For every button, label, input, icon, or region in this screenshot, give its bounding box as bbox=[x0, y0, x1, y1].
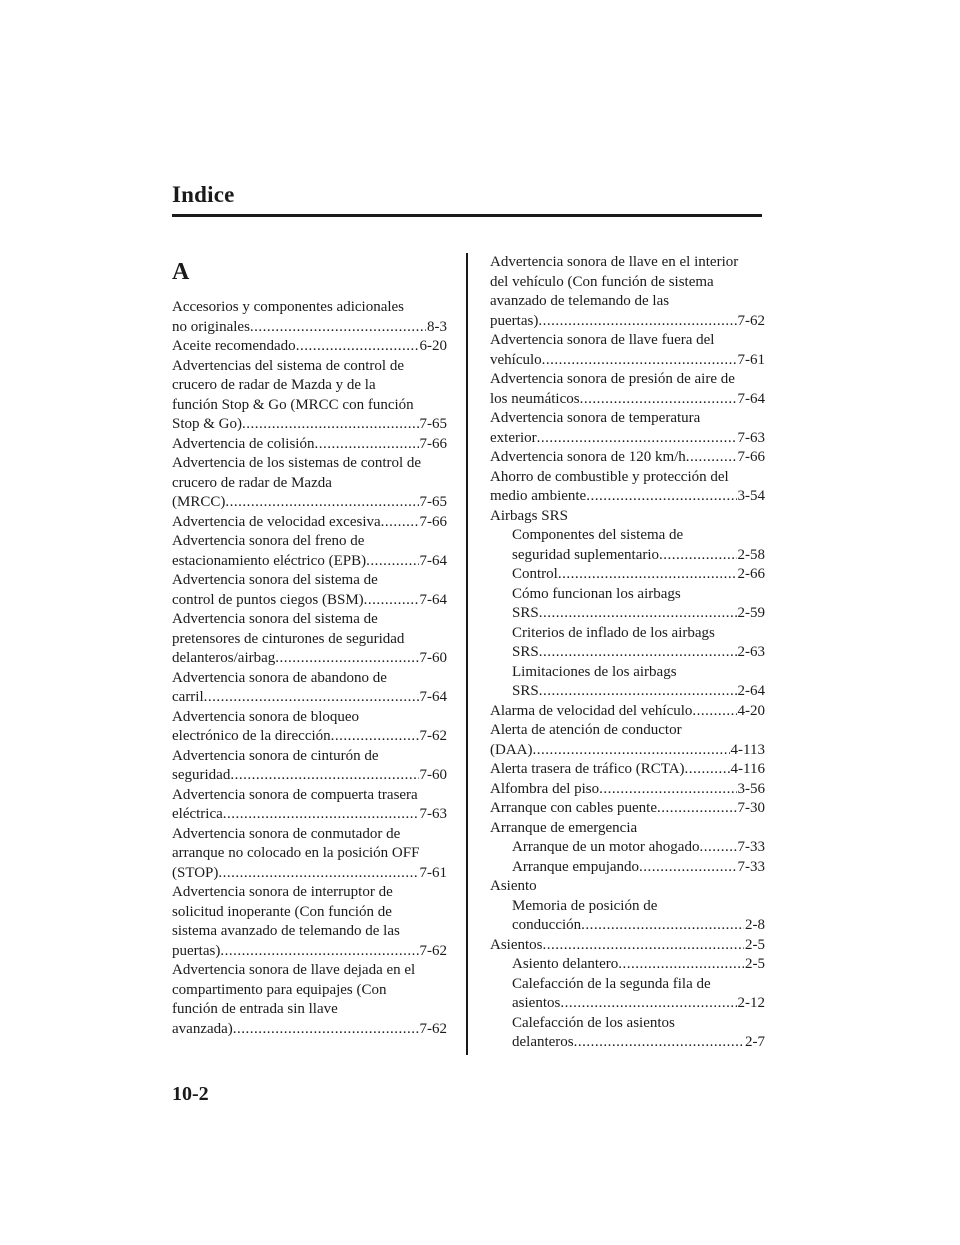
entry-page-ref: 7-63 bbox=[737, 429, 765, 446]
entry-term: medio ambiente bbox=[490, 488, 587, 504]
entry-term: Alfombra del piso bbox=[490, 780, 600, 797]
index-subentry bbox=[490, 858, 765, 878]
entry-leader-line bbox=[172, 649, 447, 669]
entry-leader-line bbox=[490, 741, 765, 761]
leader-dots bbox=[366, 552, 418, 572]
entry-term: SRS bbox=[512, 605, 539, 621]
entry-leader-line bbox=[490, 429, 765, 449]
index-entry bbox=[490, 409, 765, 448]
entry-page-ref: 7-60 bbox=[419, 767, 447, 783]
entry-term: (DAA) bbox=[490, 741, 533, 758]
entry-text-line: Limitaciones de los airbags bbox=[512, 663, 677, 680]
entry-text-line: Advertencia sonora del sistema de bbox=[172, 572, 378, 588]
leader-dots bbox=[314, 435, 418, 455]
entry-text-line: Advertencias del sistema de control de bbox=[172, 357, 405, 374]
entry-leader-line bbox=[512, 1033, 765, 1053]
entry-term: (MRCC) bbox=[172, 494, 226, 510]
title-rule bbox=[172, 214, 762, 217]
entry-leader-line bbox=[172, 513, 447, 533]
leader-dots bbox=[699, 838, 736, 858]
entry-leader-line bbox=[490, 448, 765, 468]
entry-term: Arranque empujando bbox=[512, 858, 640, 875]
index-entry bbox=[172, 747, 447, 786]
entry-leader-line bbox=[172, 337, 447, 357]
entry-leader-line bbox=[512, 955, 765, 975]
entry-leader-line bbox=[490, 351, 765, 371]
entry-page-ref: 2-7 bbox=[745, 1034, 765, 1050]
index-entry bbox=[490, 253, 765, 331]
entry-term: seguridad bbox=[172, 767, 231, 783]
entry-leader-line bbox=[490, 390, 765, 410]
index-entry bbox=[172, 669, 447, 708]
entry-term: Alerta trasera de tráfico (RCTA) bbox=[490, 761, 685, 777]
entry-page-ref: 2-5 bbox=[745, 936, 765, 953]
index-entry bbox=[172, 825, 447, 884]
page-title: Indice bbox=[172, 182, 235, 207]
index-subentry bbox=[490, 565, 765, 585]
entry-text-line: crucero de radar de Mazda bbox=[172, 474, 332, 491]
entry-page-ref: 7-61 bbox=[737, 351, 765, 368]
entry-text-line: Advertencia sonora de conmutador de bbox=[172, 825, 401, 842]
entry-page-ref: 7-62 bbox=[419, 728, 447, 744]
index-entries-right bbox=[490, 253, 765, 1053]
entry-leader-line bbox=[172, 435, 447, 455]
entry-text-line: Advertencia sonora de cinturón de bbox=[172, 747, 379, 764]
entry-page-ref: 7-30 bbox=[737, 800, 765, 816]
leader-dots bbox=[218, 864, 418, 884]
index-entry bbox=[172, 435, 447, 455]
entry-term: control de puntos ciegos (BSM) bbox=[172, 591, 364, 608]
entry-leader-line bbox=[512, 682, 765, 702]
entry-page-ref: 7-61 bbox=[419, 864, 447, 881]
entry-leader-line bbox=[512, 565, 765, 585]
entry-leader-line bbox=[512, 916, 765, 936]
index-entry bbox=[172, 571, 447, 610]
index-entry bbox=[172, 454, 447, 513]
entry-leader-line bbox=[172, 805, 447, 825]
entry-text-line: Advertencia sonora de abandono de bbox=[172, 669, 387, 686]
entry-page-ref: 2-63 bbox=[737, 644, 765, 660]
entry-leader-line bbox=[172, 942, 447, 962]
entry-leader-line bbox=[512, 858, 765, 878]
entry-term: avanzada) bbox=[172, 1020, 233, 1037]
entry-page-ref: 4-113 bbox=[730, 741, 765, 758]
leader-dots bbox=[537, 429, 737, 449]
entry-page-ref: 7-66 bbox=[737, 449, 765, 465]
index-column-left bbox=[172, 252, 447, 1039]
entry-term: estacionamiento eléctrico (EPB) bbox=[172, 552, 367, 569]
leader-dots bbox=[230, 766, 418, 786]
leader-dots bbox=[586, 487, 736, 507]
index-entry bbox=[172, 786, 447, 825]
entry-text-line: Accesorios y componentes adicionales bbox=[172, 299, 405, 315]
entry-page-ref: 3-56 bbox=[737, 780, 765, 797]
leader-dots bbox=[618, 955, 744, 975]
index-entry bbox=[490, 936, 765, 956]
index-entry bbox=[490, 468, 765, 507]
entry-leader-line bbox=[172, 318, 447, 338]
entry-text-line: solicitud inoperante (Con función de bbox=[172, 903, 392, 920]
entry-leader-line bbox=[172, 591, 447, 611]
entry-text-line: Componentes del sistema de bbox=[512, 527, 684, 543]
leader-dots bbox=[657, 799, 736, 819]
entry-text-line: Advertencia sonora de llave dejada en el bbox=[172, 962, 416, 978]
leader-dots bbox=[685, 760, 730, 780]
entry-term: delanteros/airbag bbox=[172, 650, 276, 666]
entry-leader-line bbox=[512, 546, 765, 566]
leader-dots bbox=[331, 727, 419, 747]
entry-leader-line bbox=[172, 727, 447, 747]
entry-page-ref: 7-66 bbox=[419, 435, 447, 452]
entry-term: Aceite recomendado bbox=[172, 338, 296, 354]
entry-text-line: Arranque de emergencia bbox=[490, 819, 638, 836]
index-entry bbox=[490, 331, 765, 370]
entry-term: Advertencia sonora de 120 km/h bbox=[490, 449, 686, 465]
entry-text-line: Advertencia sonora del sistema de bbox=[172, 611, 378, 627]
entry-term: puertas) bbox=[490, 312, 539, 329]
entry-term: (STOP) bbox=[172, 864, 219, 881]
leader-dots bbox=[220, 942, 418, 962]
index-subentry bbox=[490, 838, 765, 858]
index-entries-left bbox=[172, 298, 447, 1039]
entry-text-line: arranque no colocado en la posición OFF bbox=[172, 845, 420, 861]
entry-leader-line bbox=[172, 415, 447, 435]
leader-dots bbox=[581, 916, 744, 936]
index-entry bbox=[490, 507, 765, 527]
entry-text-line: Cómo funcionan los airbags bbox=[512, 585, 681, 602]
entry-leader-line bbox=[512, 838, 765, 858]
entry-text-line: Advertencia sonora de bloqueo bbox=[172, 708, 360, 725]
index-entry bbox=[490, 448, 765, 468]
leader-dots bbox=[533, 741, 730, 761]
leader-dots bbox=[539, 643, 737, 663]
leader-dots bbox=[250, 318, 426, 338]
column-divider bbox=[466, 253, 468, 1055]
index-entry bbox=[490, 877, 765, 897]
entry-term: vehículo bbox=[490, 351, 542, 368]
entry-page-ref: 8-3 bbox=[427, 318, 447, 335]
leader-dots bbox=[539, 604, 737, 624]
leader-dots bbox=[364, 591, 419, 611]
entry-page-ref: 7-65 bbox=[419, 494, 447, 510]
entry-text-line: Advertencia sonora de interruptor de bbox=[172, 884, 393, 900]
leader-dots bbox=[539, 682, 737, 702]
index-entry bbox=[172, 357, 447, 435]
entry-leader-line bbox=[512, 604, 765, 624]
entry-text-line: función de entrada sin llave bbox=[172, 1001, 338, 1017]
leader-dots bbox=[692, 702, 736, 722]
entry-text-line: Airbags SRS bbox=[490, 507, 568, 524]
entry-leader-line bbox=[512, 643, 765, 663]
entry-term: Control bbox=[512, 566, 558, 582]
section-letter: A bbox=[172, 259, 190, 285]
entry-term: exterior bbox=[490, 429, 537, 446]
leader-dots bbox=[543, 936, 745, 956]
entry-text-line: Advertencia sonora de llave en el interior bbox=[490, 254, 739, 270]
entry-page-ref: 7-63 bbox=[419, 806, 447, 822]
leader-dots bbox=[580, 390, 737, 410]
entry-term: SRS bbox=[512, 644, 539, 660]
index-entry bbox=[490, 721, 765, 760]
entry-page-ref: 7-62 bbox=[419, 942, 447, 959]
entry-page-ref: 7-33 bbox=[737, 858, 765, 875]
entry-term: SRS bbox=[512, 683, 539, 699]
entry-page-ref: 4-20 bbox=[737, 702, 765, 719]
entry-page-ref: 2-59 bbox=[737, 605, 765, 621]
entry-term: carril bbox=[172, 689, 204, 705]
entry-text-line: Advertencia de los sistemas de control de bbox=[172, 455, 422, 471]
entry-page-ref: 4-116 bbox=[730, 761, 765, 777]
entry-text-line: sistema avanzado de telemando de las bbox=[172, 923, 400, 939]
entry-term: eléctrica bbox=[172, 806, 223, 822]
leader-dots bbox=[558, 565, 737, 585]
entry-text-line: Advertencia sonora del freno de bbox=[172, 533, 365, 549]
leader-dots bbox=[225, 493, 418, 513]
entry-leader-line bbox=[490, 780, 765, 800]
entry-page-ref: 2-64 bbox=[737, 683, 765, 699]
entry-leader-line bbox=[490, 760, 765, 780]
leader-dots bbox=[381, 513, 419, 533]
index-entry bbox=[172, 513, 447, 533]
leader-dots bbox=[223, 805, 419, 825]
index-entry bbox=[490, 780, 765, 800]
entry-term: puertas) bbox=[172, 942, 221, 959]
entry-leader-line bbox=[490, 487, 765, 507]
index-subentry bbox=[490, 1014, 765, 1053]
index-entry bbox=[172, 298, 447, 337]
entry-term: Advertencia de colisión bbox=[172, 435, 315, 452]
entry-page-ref: 2-66 bbox=[737, 566, 765, 582]
entry-page-ref: 6-20 bbox=[419, 338, 447, 354]
entry-leader-line bbox=[490, 702, 765, 722]
index-entry bbox=[490, 799, 765, 819]
index-subentry bbox=[490, 897, 765, 936]
entry-page-ref: 7-62 bbox=[419, 1020, 447, 1037]
index-entry bbox=[490, 370, 765, 409]
entry-page-ref: 2-58 bbox=[737, 546, 765, 563]
entry-term: electrónico de la dirección bbox=[172, 728, 331, 744]
index-entry bbox=[172, 532, 447, 571]
entry-term: los neumáticos bbox=[490, 390, 580, 407]
entry-leader-line bbox=[490, 799, 765, 819]
leader-dots bbox=[599, 780, 736, 800]
leader-dots bbox=[639, 858, 736, 878]
entry-page-ref: 7-65 bbox=[419, 416, 447, 432]
entry-leader-line bbox=[172, 688, 447, 708]
entry-text-line: Advertencia sonora de llave fuera del bbox=[490, 332, 715, 348]
entry-text-line: función Stop & Go (MRCC con función bbox=[172, 396, 414, 413]
entry-term: Alarma de velocidad del vehículo bbox=[490, 702, 693, 719]
entry-term: Arranque con cables puente bbox=[490, 800, 658, 816]
entry-leader-line bbox=[172, 552, 447, 572]
entry-text-line: Asiento bbox=[490, 878, 537, 894]
entry-term: delanteros bbox=[512, 1034, 574, 1050]
entry-term: asientos bbox=[512, 995, 561, 1011]
index-subentry bbox=[490, 975, 765, 1014]
entry-text-line: Ahorro de combustible y protección del bbox=[490, 468, 729, 485]
entry-term: Asiento delantero bbox=[512, 956, 619, 972]
entry-page-ref: 2-12 bbox=[737, 995, 765, 1011]
index-subentry bbox=[490, 585, 765, 624]
index-entry bbox=[490, 819, 765, 839]
entry-text-line: Advertencia sonora de compuerta trasera bbox=[172, 786, 418, 803]
index-column-right bbox=[490, 253, 765, 1053]
entry-page-ref: 7-64 bbox=[737, 390, 765, 407]
entry-term: conducción bbox=[512, 917, 582, 933]
index-entry bbox=[490, 702, 765, 722]
leader-dots bbox=[233, 1020, 419, 1040]
index-subentry bbox=[490, 955, 765, 975]
leader-dots bbox=[275, 649, 418, 669]
entry-text-line: crucero de radar de Mazda y de la bbox=[172, 377, 376, 393]
entry-leader-line bbox=[490, 936, 765, 956]
leader-dots bbox=[686, 448, 737, 468]
entry-text-line: avanzado de telemando de las bbox=[490, 293, 670, 309]
entry-page-ref: 7-66 bbox=[419, 513, 447, 530]
leader-dots bbox=[542, 351, 737, 371]
leader-dots bbox=[659, 546, 736, 566]
leader-dots bbox=[296, 337, 419, 357]
entry-term: Arranque de un motor ahogado bbox=[512, 839, 700, 855]
entry-text-line: del vehículo (Con función de sistema bbox=[490, 273, 714, 290]
index-subentry bbox=[490, 526, 765, 565]
index-entry bbox=[172, 610, 447, 669]
entry-leader-line bbox=[490, 312, 765, 332]
entry-text-line: Calefacción de la segunda fila de bbox=[512, 975, 711, 992]
entry-page-ref: 7-64 bbox=[419, 552, 447, 569]
entry-text-line: Advertencia sonora de presión de aire de bbox=[490, 371, 735, 387]
entry-leader-line bbox=[172, 864, 447, 884]
entry-page-ref: 3-54 bbox=[737, 488, 765, 504]
page-number: 10-2 bbox=[172, 1083, 209, 1105]
entry-term: Stop & Go) bbox=[172, 416, 243, 432]
index-subentry bbox=[490, 624, 765, 663]
entry-page-ref: 7-33 bbox=[737, 839, 765, 855]
index-entry bbox=[172, 708, 447, 747]
entry-page-ref: 7-60 bbox=[419, 650, 447, 666]
entry-text-line: compartimento para equipajes (Con bbox=[172, 981, 387, 998]
index-entry bbox=[172, 337, 447, 357]
entry-page-ref: 7-62 bbox=[737, 312, 765, 329]
leader-dots bbox=[204, 688, 419, 708]
leader-dots bbox=[574, 1033, 744, 1053]
entry-leader-line bbox=[172, 493, 447, 513]
entry-leader-line bbox=[172, 1020, 447, 1040]
entry-page-ref: 7-64 bbox=[419, 689, 447, 705]
leader-dots bbox=[560, 994, 736, 1014]
index-entry bbox=[490, 760, 765, 780]
index-entry bbox=[172, 961, 447, 1039]
entry-term: Advertencia de velocidad excesiva bbox=[172, 513, 381, 530]
index-entry bbox=[172, 883, 447, 961]
index-subentry bbox=[490, 663, 765, 702]
entry-text-line: Memoria de posición de bbox=[512, 897, 658, 914]
leader-dots bbox=[242, 415, 418, 435]
entry-term: Asientos bbox=[490, 936, 543, 953]
entry-text-line: Calefacción de los asientos bbox=[512, 1014, 675, 1031]
entry-text-line: pretensores de cinturones de seguridad bbox=[172, 630, 405, 647]
entry-page-ref: 2-8 bbox=[745, 917, 765, 933]
entry-text-line: Advertencia sonora de temperatura bbox=[490, 410, 701, 426]
entry-page-ref: 7-64 bbox=[419, 591, 447, 608]
entry-text-line: Criterios de inflado de los airbags bbox=[512, 624, 715, 641]
entry-term: seguridad suplementario bbox=[512, 546, 660, 563]
entry-leader-line bbox=[512, 994, 765, 1014]
leader-dots bbox=[538, 312, 736, 332]
entry-term: no originales bbox=[172, 318, 250, 335]
entry-text-line: Alerta de atención de conductor bbox=[490, 722, 682, 738]
entry-leader-line bbox=[172, 766, 447, 786]
entry-page-ref: 2-5 bbox=[745, 956, 765, 972]
